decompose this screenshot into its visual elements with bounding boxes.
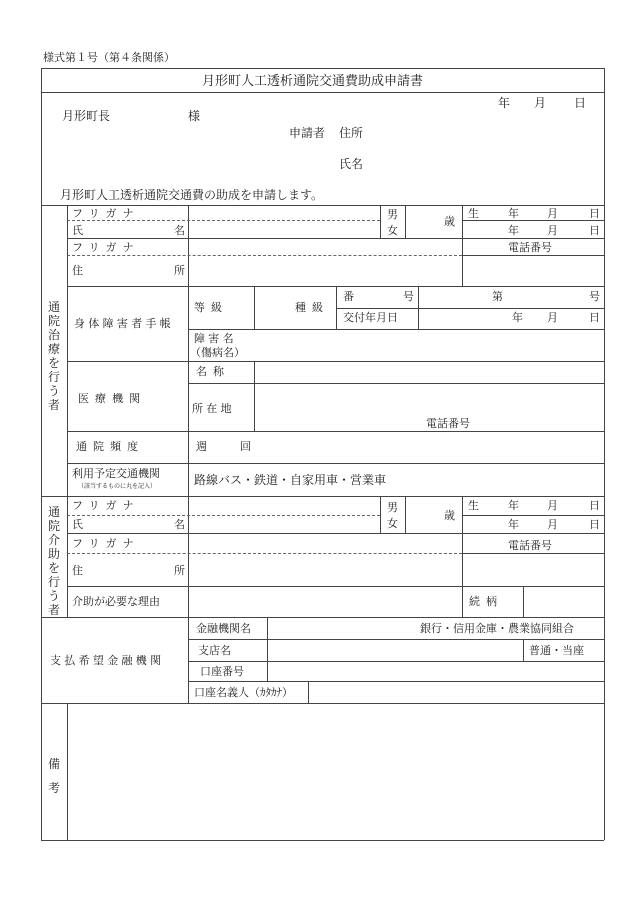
assistant-gender-male: 男	[387, 501, 398, 514]
header-day-label: 日	[574, 96, 587, 110]
remarks-label: 備考	[48, 757, 61, 795]
relationship-label: 続柄	[469, 595, 504, 608]
assistant-phone-label: 電話番号	[508, 539, 552, 552]
patient-address-label-1: 住	[72, 264, 83, 277]
disease-name-label: （傷病名）	[190, 346, 245, 359]
patient-name-label-1: 氏	[72, 224, 83, 237]
handbook-number-label-1: 番	[343, 290, 354, 303]
request-statement: 月形町人工透析通院交通費の助成を申請します。	[60, 188, 324, 202]
applicant-address-label: 住所	[339, 126, 364, 140]
patient-birth-year-2: 年	[508, 224, 519, 237]
assistant-group-label: 通院介助を行う者	[48, 505, 61, 617]
patient-gender-male: 男	[387, 208, 398, 221]
handbook-issue-date-label: 交付年月日	[343, 311, 398, 324]
assistant-name-label-1: 氏	[72, 518, 83, 531]
assistant-birth-day-2: 日	[589, 518, 600, 531]
patient-group-label: 通院治療を行う者	[48, 300, 61, 412]
transport-options: 路線バス・鉄道・自家用車・営業車	[194, 473, 387, 487]
assistant-birth-year-2: 年	[508, 518, 519, 531]
bank-group-label: 支払希望金融機関	[50, 654, 165, 667]
institution-name-label: 名称	[196, 365, 231, 378]
handbook-number-suffix: 号	[589, 290, 600, 303]
patient-birth-day: 日	[589, 207, 600, 220]
transport-label: 利用予定交通機関	[72, 467, 160, 480]
bank-account-types: 普通・当座	[529, 644, 584, 657]
patient-birth-day-2: 日	[589, 224, 600, 237]
handbook-number-prefix: 第	[492, 290, 503, 303]
bank-account-holder-label: 口座名義人（ｶﾀｶﾅ）	[194, 686, 293, 699]
frequency-times-label: 回	[240, 440, 251, 453]
visit-frequency-label: 通院頻度	[76, 440, 145, 453]
patient-birth-year: 年	[508, 207, 519, 220]
assistant-birth-year: 年	[508, 499, 519, 512]
frequency-week-label: 週	[196, 440, 207, 453]
assistant-birth-month-2: 月	[547, 518, 558, 531]
institution-address-label: 所在地	[192, 402, 235, 415]
patient-birth-month-2: 月	[547, 224, 558, 237]
patient-gender-female: 女	[387, 224, 398, 237]
patient-address-label-2: 所	[174, 264, 185, 277]
assistant-gender-female: 女	[387, 517, 398, 530]
patient-furigana-label: フリガナ	[72, 207, 140, 220]
handbook-number-label-2: 号	[403, 290, 414, 303]
patient-name-label-2: 名	[174, 224, 185, 237]
disability-name-label: 障害名	[194, 332, 237, 345]
handbook-label: 身体障害者手帳	[74, 317, 175, 330]
form-number-label: 様式第１号（第４条関係）	[43, 51, 175, 64]
assistant-address-furigana-label: フリガナ	[72, 537, 140, 550]
assistant-name-label-2: 名	[174, 518, 185, 531]
patient-birth-label: 生	[468, 207, 479, 220]
bank-account-number-label: 口座番号	[200, 665, 244, 678]
transport-note: （該当するものに丸を記入）	[78, 483, 157, 490]
institution-phone-label: 電話番号	[426, 417, 470, 430]
patient-phone-label: 電話番号	[508, 241, 552, 254]
recipient-label: 月形町長	[62, 109, 111, 123]
issue-day: 日	[589, 311, 600, 324]
assistant-furigana-label: フリガナ	[72, 499, 140, 512]
handbook-class-label: 種級	[295, 301, 330, 314]
assistant-birth-month: 月	[547, 499, 558, 512]
assistant-birth-label: 生	[468, 499, 479, 512]
applicant-name-label: 氏名	[339, 157, 364, 171]
institution-label: 医療機関	[78, 392, 147, 405]
issue-month: 月	[547, 311, 558, 324]
header-year-label: 年	[498, 96, 511, 110]
bank-institution-types: 銀行・信用金庫・農業協同組合	[420, 622, 574, 635]
honorific-label: 様	[188, 109, 201, 123]
bank-branch-label: 支店名	[198, 644, 231, 657]
bank-institution-name-label: 金融機関名	[196, 622, 251, 635]
assist-reason-label: 介助が必要な理由	[72, 595, 160, 608]
handbook-grade-label: 等級	[194, 301, 229, 314]
applicant-label: 申請者	[289, 126, 326, 140]
assistant-birth-day: 日	[589, 499, 600, 512]
issue-year: 年	[512, 311, 523, 324]
patient-address-furigana-label: フリガナ	[72, 241, 140, 254]
assistant-address-label-1: 住	[72, 564, 83, 577]
assistant-address-label-2: 所	[174, 564, 185, 577]
patient-birth-month: 月	[547, 207, 558, 220]
header-month-label: 月	[534, 96, 547, 110]
form-title: 月形町人工透析通院交通費助成申請書	[202, 74, 424, 89]
patient-age-label: 歳	[444, 215, 455, 228]
assistant-age-label: 歳	[444, 509, 455, 522]
